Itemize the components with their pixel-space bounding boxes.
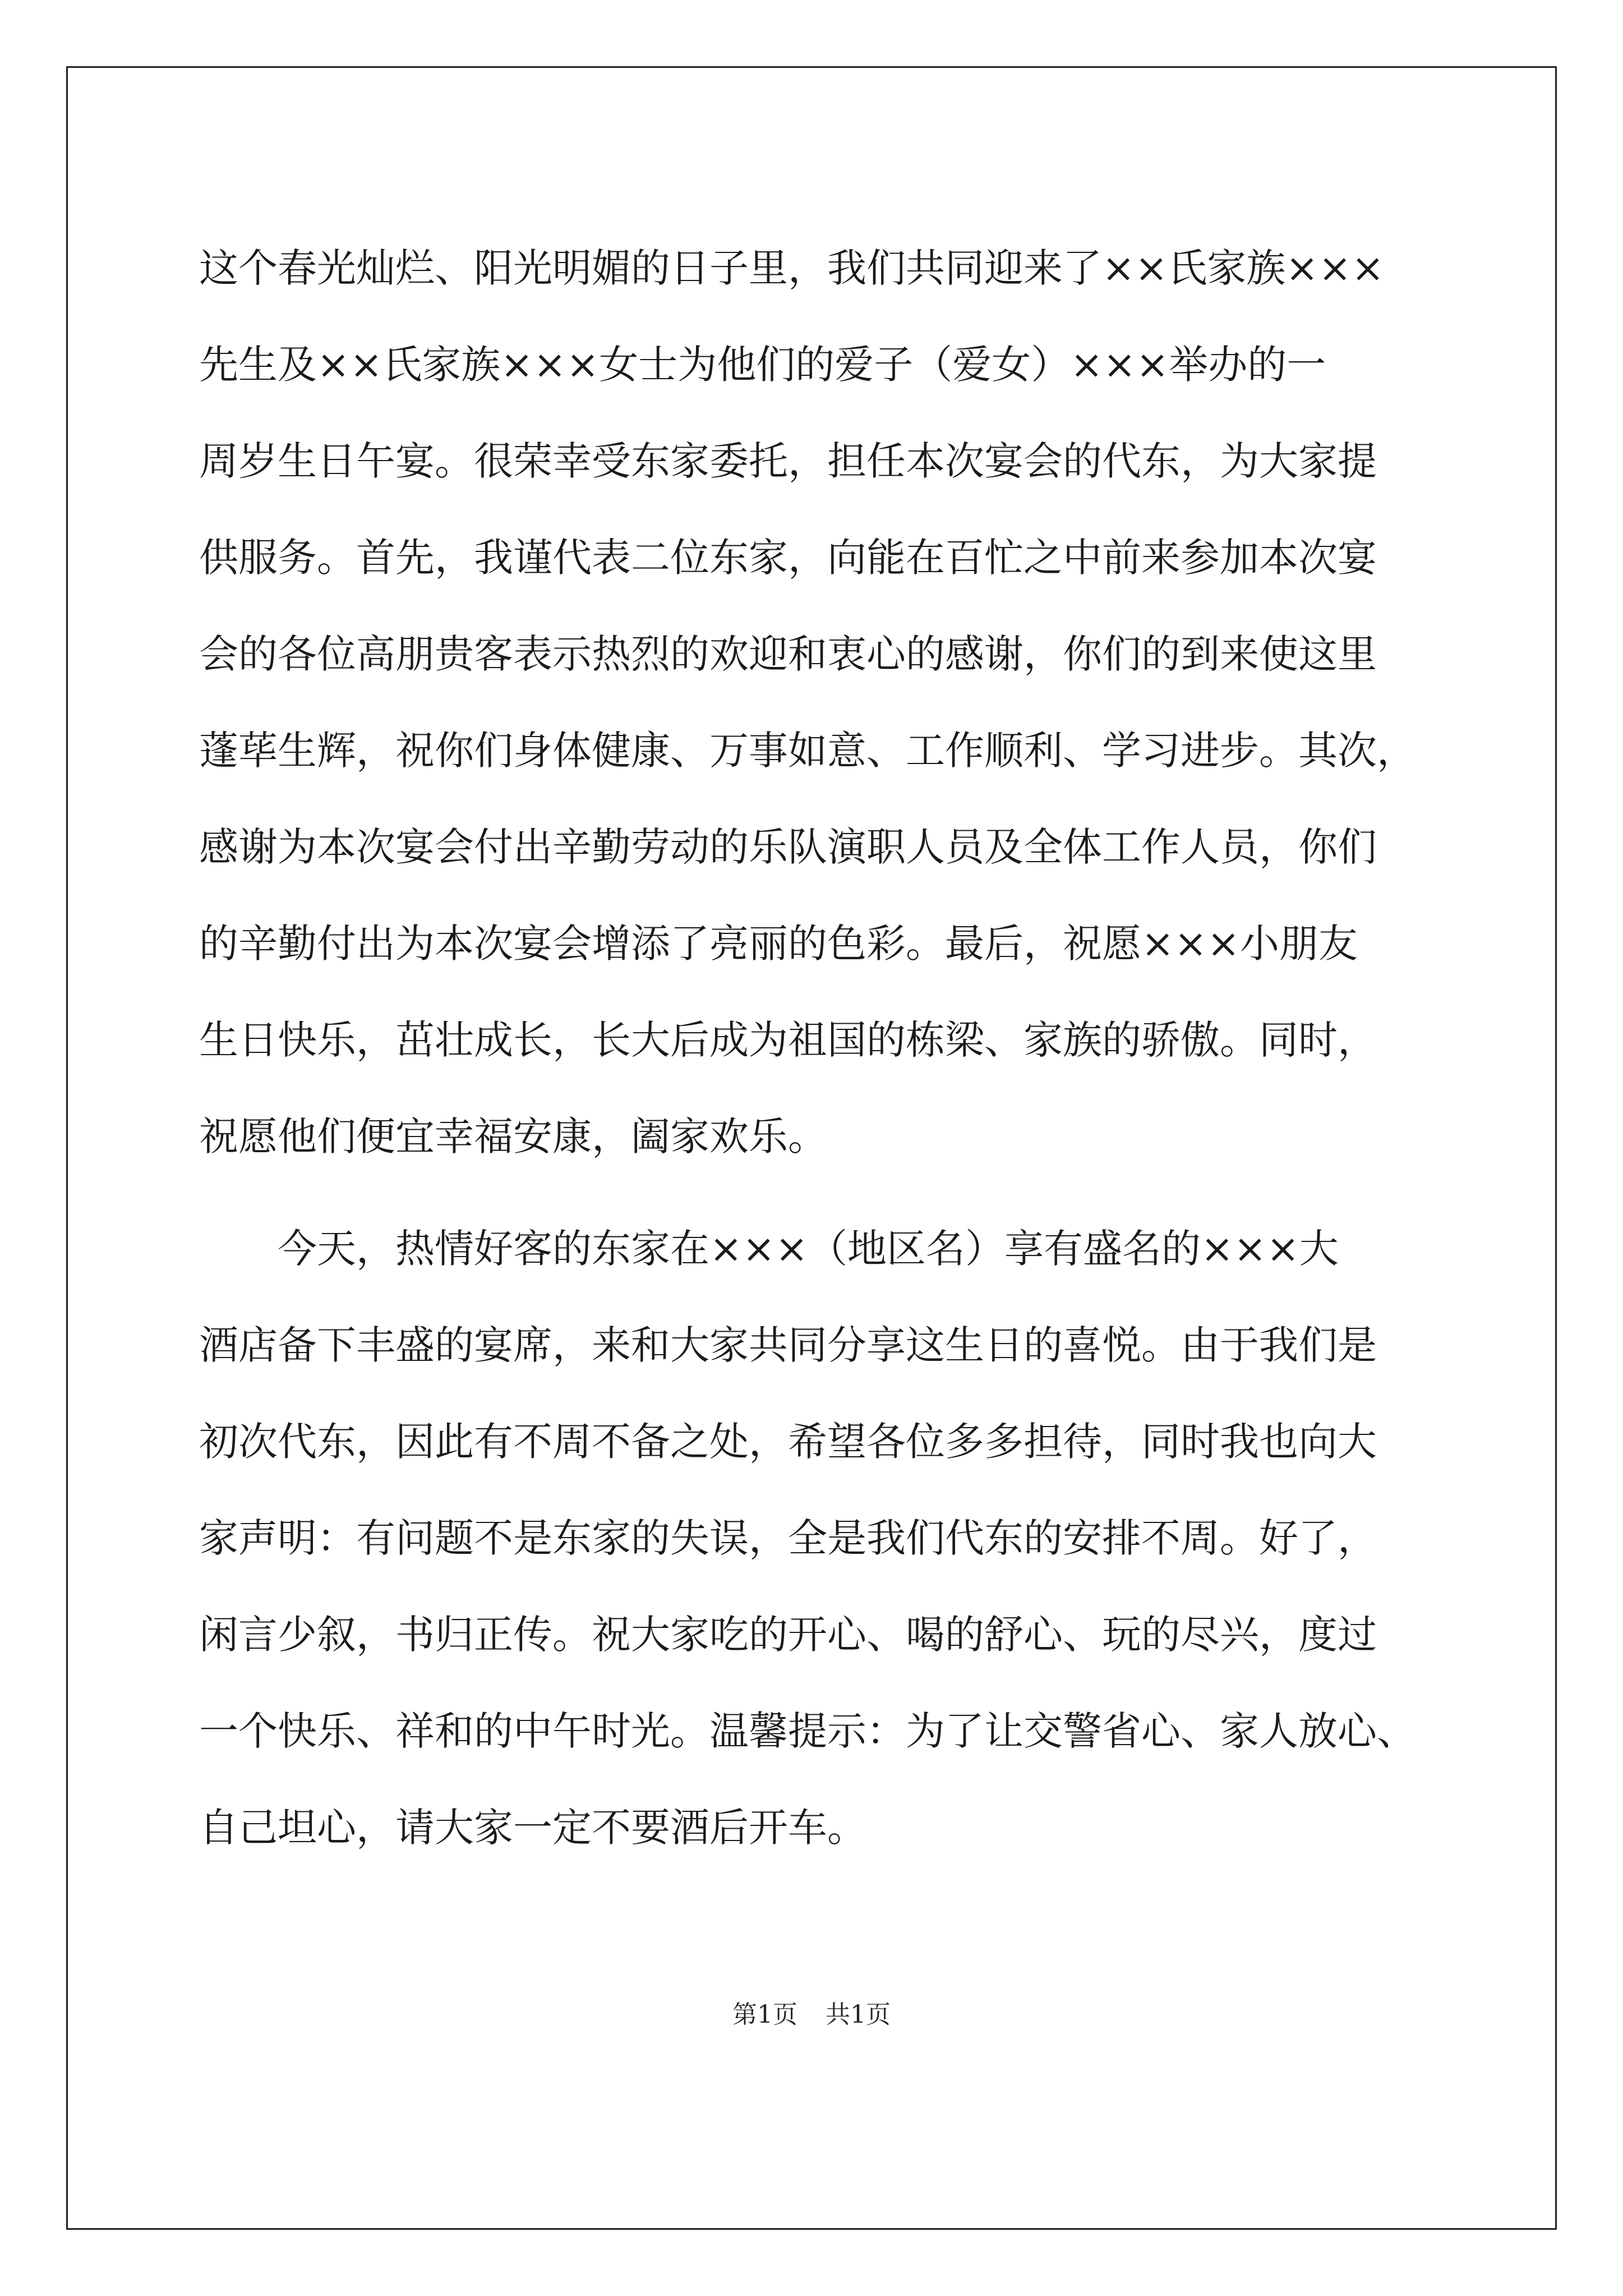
page-footer: [0, 1998, 1623, 2032]
text-line: 会的各位高朋贵客表示热烈的欢迎和衷心的感谢，你们的到来使这里: [199, 631, 1377, 677]
text-line: 周岁生日午宴。很荣幸受东家委托，担任本次宴会的代东，为大家提: [199, 438, 1377, 484]
document-body: [199, 220, 1438, 1876]
text-line: 祝愿他们便宜幸福安康，阖家欢乐。: [199, 1114, 827, 1159]
text-line: 先生及××氏家族×××女士为他们的爱子（爱女）×××举办的一: [199, 342, 1326, 388]
text-line: 的辛勤付出为本次宴会增添了亮丽的色彩。最后，祝愿×××小朋友: [199, 921, 1358, 967]
paragraph-gap: [199, 1185, 1438, 1200]
text-line: 一个快乐、祥和的中午时光。温馨提示：为了让交警省心、家人放心、: [199, 1708, 1416, 1754]
text-line: 生日快乐，茁壮成长，长大后成为祖国的栋梁、家族的骄傲。同时，: [199, 1017, 1377, 1063]
text-line: 初次代东，因此有不周不备之处，希望各位多多担待，同时我也向大: [199, 1419, 1377, 1465]
page-total: 共1页: [826, 2000, 891, 2029]
text-line: 这个春光灿烂、阳光明媚的日子里，我们共同迎来了××氏家族×××: [199, 245, 1385, 291]
text-line: 自己坦心，请大家一定不要酒后开车。: [199, 1805, 866, 1851]
page-number: 第1页: [732, 2000, 797, 2029]
text-line: 家声明：有问题不是东家的失误，全是我们代东的安排不周。好了，: [199, 1515, 1377, 1561]
text-line: 闲言少叙，书归正传。祝大家吃的开心、喝的舒心、玩的尽兴，度过: [199, 1612, 1377, 1658]
text-line: 感谢为本次宴会付出辛勤劳动的乐队演职人员及全体工作人员，你们: [199, 824, 1377, 870]
text-line: 蓬荜生辉，祝你们身体健康、万事如意、工作顺利、学习进步。其次，: [199, 728, 1416, 774]
text-line: 今天，热情好客的东家在×××（地区名）享有盛名的×××大: [199, 1226, 1339, 1272]
text-line: 供服务。首先，我谨代表二位东家，向能在百忙之中前来参加本次宴: [199, 535, 1377, 581]
text-line: 酒店备下丰盛的宴席，来和大家共同分享这生日的喜悦。由于我们是: [199, 1322, 1377, 1368]
